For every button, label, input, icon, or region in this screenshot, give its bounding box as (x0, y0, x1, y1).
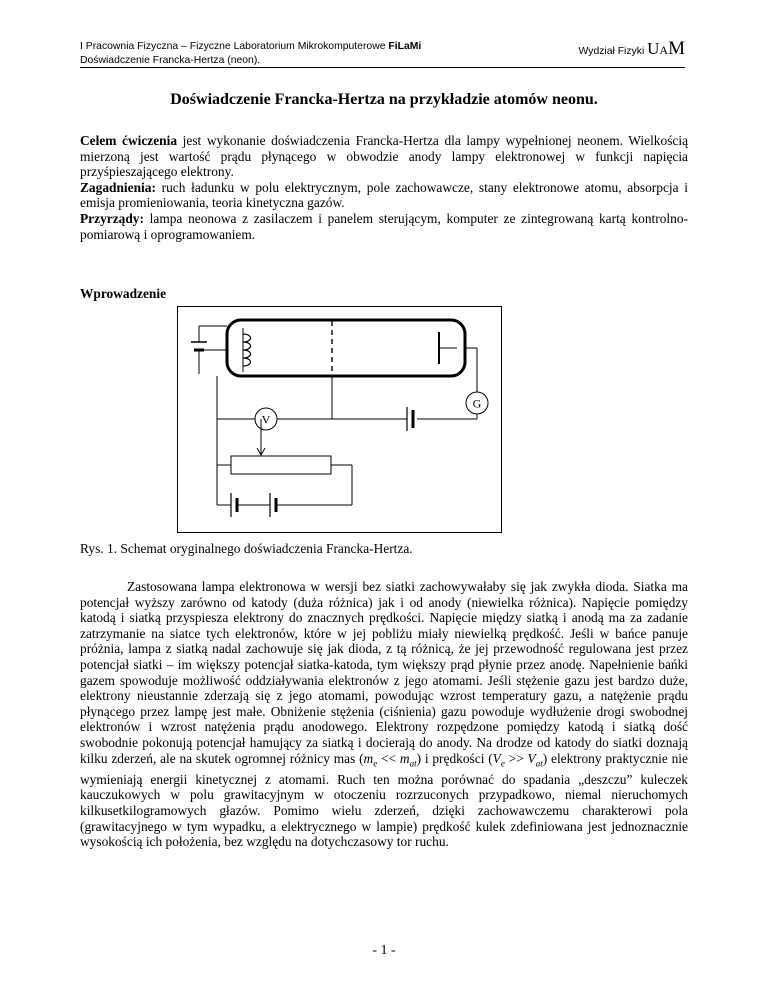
equipment-text: lampa neonowa z zasilaczem i panelem sterującym, komputer ze zintegrowaną kartą kontrolno-pomiarową i oprogramowaniem. (80, 210, 688, 242)
franck-hertz-circuit-diagram (177, 306, 502, 533)
page-header-right (579, 38, 685, 60)
body-section (80, 579, 688, 850)
header-line-1 (80, 40, 421, 54)
filament-coil (243, 334, 251, 366)
header-lab-abbrev: FiLaMi (388, 41, 422, 52)
topics-label: Zagadnienia: (80, 179, 156, 195)
header-divider (80, 67, 685, 68)
potentiometer (231, 456, 331, 474)
body-paragraph: Zastosowana lampa elektronowa w wersji bez siatki zachowywałaby się jak zwykła dioda. Siatka ma potencjał wyższy zarówno od katody (duża różnica) jak i od anody (niewielka różnica). Napięcie pomiędzy katodą i siatką przyspiesza elektrony do znacznych prędkości. Napięcie między siatką i anodą ma za zadanie zatrzymanie na siatce tych elektronów, które w jej pobliżu miały niewielką prędkość. Jeśli w bańce panuje próżnia, lampa z siatką nadal zachowuje się jak dioda, z tą różnicą, że jej przewodność regulowana jest przez potencjał siatki – im większy potencjał siatka-katoda, tym większy prąd płynie przez anodę. Napełnienie bańki gazem spowoduje możliwość oddziaływania elektronów z jego atomami. Jeśli stężenie gazu jest bardzo duże, elektrony nieustannie zderzają się z jego atomami, powodując wzrost temperatury gazu, a natężenie prądu płynącego przez lampę jest małe. Obniżenie stężenia (ciśnienia) gazu powoduje wydłużenie drogi swobodnej elektronów i wzrost natężenia prądu anodowego. Elektrony rozpędzone pomiędzy katodą i siatką dość swobodnie pokonują potencjał hamujący za siatką i docierają do anody. Na drodze od katody do siatki doznają kilku zderzeń, ale na skutek ogromnej różnicy mas $(m_e << m_{at})$ i prędkości $(V_e >> V_{at})$ elektrony praktycznie nie wymieniają energii kinetycznej z atomami. Ruch ten można porównać do spadania „deszczu” kuleczek kauczukowych w polu grawitacyjnym w otoczeniu rozrzuconych przypadkowo, niemal nieruchomych kilkusetkilogramowych głazów. Pomimo wielu zderzeń, dzięki zachowawczemu charakterowi pola (grawitacyjnego w tym wypadku, a elektrycznego w lampie) prędkość kulek zdefiniowana jest jednoznacznie wysokością ich położenia, bez względu na dotychczasowy tor ruchu. (80, 579, 688, 850)
galvanometer-label: G (472, 396, 482, 411)
neon-tube (227, 320, 465, 376)
goal-paragraph (80, 133, 688, 180)
header-lab-name: I Pracownia Fizyczna – Fizyczne Laboratorium Mikrokomputerowe (80, 41, 386, 52)
page-number: - 1 - (372, 943, 396, 958)
intro-section (80, 133, 688, 242)
topics-text: ruch ładunku w polu elektrycznym, pole zachowawcze, stany elektronowe atomu, absorpcja i emisja promieniowania, teoria kinetyczna gazów. (80, 179, 688, 211)
topics-paragraph (80, 180, 688, 211)
voltmeter-label: V (261, 412, 271, 427)
page-header-left (80, 40, 421, 68)
header-faculty: Wydział Fizyki (578, 46, 645, 57)
document-title: Doświadczenie Francka-Hertza na przykładzie atomów neonu. (170, 91, 598, 108)
equipment-label: Przyrządy: (80, 210, 144, 226)
goal-label: Celem ćwiczenia (80, 133, 178, 148)
goal-text: jest wykonanie doświadczenia Francka-Hertza dla lampy wypełnionej neonem. Wielkością mierzoną jest wartość prądu płynącego w obwodzie anody lampy elektronowej w funkcji napięcia przyśpieszającego elektrony. (80, 133, 689, 180)
equipment-paragraph (80, 211, 688, 242)
figure-caption: Rys. 1. Schemat oryginalnego doświadczenia Francka-Hertza. (80, 541, 413, 556)
section-heading-introduction: Wprowadzenie (80, 286, 167, 301)
uam-logo: UAM (647, 38, 685, 59)
header-experiment-name: Doświadczenie Francka-Hertza (neon). (80, 55, 261, 66)
